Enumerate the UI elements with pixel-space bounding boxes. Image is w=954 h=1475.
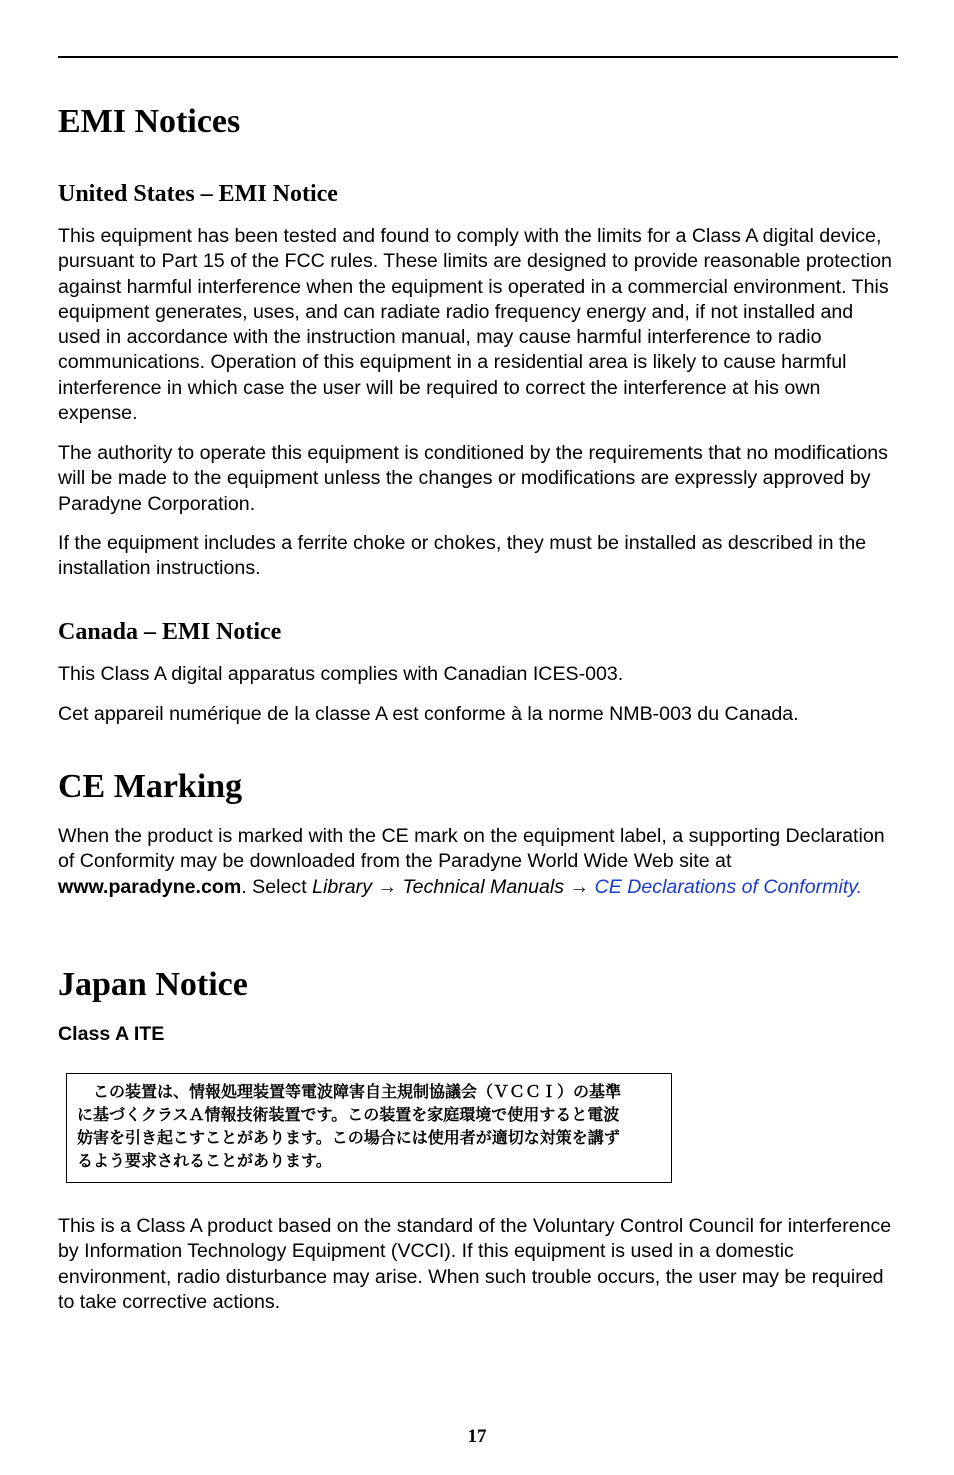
- path-technical-manuals: Technical Manuals: [402, 875, 565, 898]
- ce-marking-title: CE Marking: [58, 768, 243, 805]
- us-emi-paragraph-1: This equipment has been tested and found to comply with the limits for a Class A digital device, pursuant to Part 15 of the FCC rules. These limits are designed to provide reasonable protection against harmful interference when the equipment is operated in a commercial environment. This equipment generates, uses, and can radiate radio frequency energy and, if not installed and used in accordance with the instruction manual, may cause harmful interference to radio communications. Operation of this equipment in a residential area is likely to cause harmful interference in which case the user will be required to correct the interference at his own expense.: [58, 225, 892, 425]
- japan-notice-title: Japan Notice: [58, 966, 248, 1003]
- vcci-line-1: この装置は、情報処理装置等電波障害自主規制協議会（ＶＣＣＩ）の基準: [77, 1082, 622, 1101]
- emi-notices-title: EMI Notices: [58, 103, 241, 140]
- path-library: Library: [312, 875, 372, 898]
- us-emi-heading: United States – EMI Notice: [58, 181, 338, 207]
- vcci-japanese-notice-box: [66, 1073, 672, 1183]
- ce-text-before: When the product is marked with the CE mark on the equipment label, a supporting Declaration of Conformity may be downloaded from the Paradyne World Wide Web site at: [58, 825, 885, 873]
- canada-emi-paragraph-1: This Class A digital apparatus complies with Canadian ICES-003.: [58, 663, 624, 685]
- japan-notice-paragraph: This is a Class A product based on the standard of the Voluntary Control Council for interference by Information Technology Equipment (VCCI). If this equipment is used in a domestic environment, radio disturbance may arise. When such trouble occurs, the user may be required to take corrective actions.: [58, 1215, 892, 1313]
- arrow-2: →: [569, 875, 590, 898]
- ce-select-text: . Select: [241, 875, 313, 898]
- us-emi-paragraph-3: If the equipment includes a ferrite choke or chokes, they must be installed as described in the installation instructions.: [58, 532, 867, 580]
- vcci-line-2: に基づくクラスＡ情報技術装置です。この装置を家庭環境で使用すると電波: [77, 1105, 620, 1124]
- top-rule: [58, 56, 898, 58]
- canada-emi-paragraph-2: Cet appareil numérique de la classe A est conforme à la norme NMB-003 du Canada.: [58, 703, 799, 725]
- class-a-ite-heading: Class A ITE: [58, 1023, 165, 1045]
- arrow-1: →: [377, 875, 398, 898]
- canada-emi-heading: Canada – EMI Notice: [58, 619, 282, 645]
- ce-end-period: .: [856, 875, 863, 898]
- vcci-line-4: るよう要求されることがあります。: [77, 1151, 332, 1170]
- page-number: 17: [467, 1426, 487, 1447]
- paradyne-site: www.paradyne.com: [58, 875, 242, 898]
- ce-declarations-link[interactable]: CE Declarations of Conformity: [594, 875, 857, 898]
- us-emi-paragraph-2: The authority to operate this equipment is conditioned by the requirements that no modifications will be made to the equipment unless the changes or modifications are expressly approved by Paradyne Corporation.: [58, 442, 888, 515]
- vcci-line-3: 妨害を引き起こすことがあります。この場合には使用者が適切な対策を講ず: [77, 1128, 620, 1147]
- ce-marking-paragraph: [58, 824, 898, 900]
